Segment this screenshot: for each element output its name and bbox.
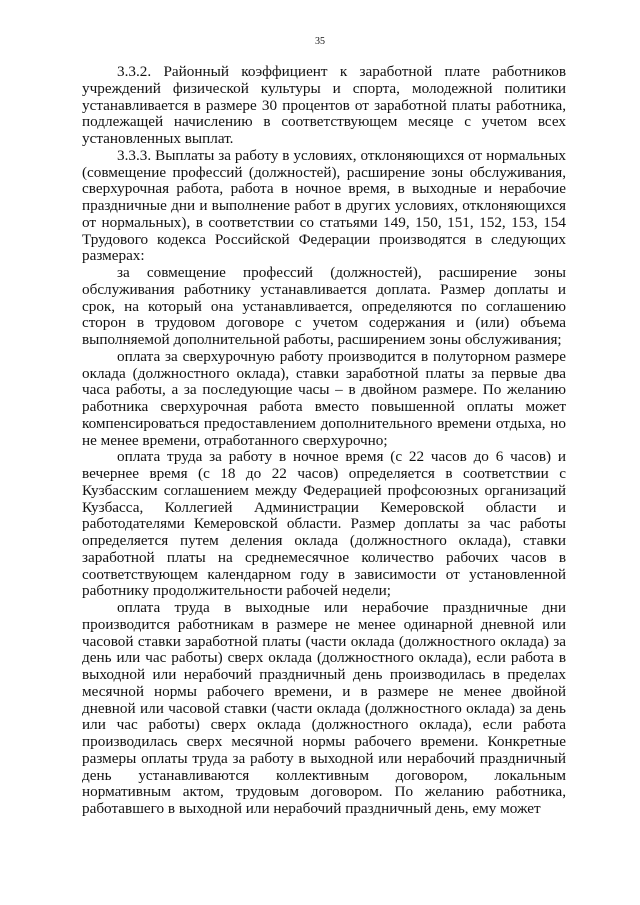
- paragraph-overtime-pay: оплата за сверхурочную работу производится в полуторном размере оклада (должностного оклада), ставки заработной платы за первые два часа работы, а за последующие часы – в двойном размере. По желанию работника сверхурочная работа вместо повышенной оплаты может компенсироваться предоставлением дополнительного времени отдыха, но не менее времени, отработанного сверхурочно;: [82, 347, 566, 449]
- paragraph-night-work-pay: оплата труда за работу в ночное время (с 22 часов до 6 часов) и вечернее время (с 18 до 22 часов) определяется в соответствии с Кузбасским соглашением между Федерацией профсоюзных организаций Кузбасса, Коллегией Администрации Кемеровской области и работодателями Кемеровской области. Размер доплаты за час работы определяется путем деления оклада (должностного оклада), ставки заработной платы на среднемесячное количество рабочих часов в соответствующем календарном году в зависимости от установленной работнику продолжительности рабочей недели;: [82, 448, 566, 600]
- paragraph-3-3-2: 3.3.2. Районный коэффициент к заработной плате работников учреждений физической культуры и спорта, молодежной политики устанавливается в размере 30 процентов от заработной платы работника, подлежащей начислению в соответствующем месяце с учетом всех установленных выплат.: [82, 63, 566, 147]
- paragraph-holiday-work-pay: оплата труда в выходные или нерабочие праздничные дни производится работникам в размере не менее одинарной дневной или часовой ставки заработной платы (части оклада (должностного оклада) за день или час работы) сверх оклада (должностного оклада), если работа в выходной или нерабочий праздничный день производилась в пределах месячной нормы рабочего времени, и в размере не менее двойной дневной или часовой ставки (части оклада (должностного оклада) за день или час работы) сверх оклада (должностного оклада), если работа производилась сверх месячной нормы рабочего времени. Конкретные размеры оплаты труда за работу в выходной или нерабочий праздничный день устанавливаются коллективным договором, локальным нормативным актом, трудовым договором. По желанию работника, работавшего в выходной или нерабочий праздничный день, ему может: [82, 599, 566, 817]
- paragraph-3-3-3: 3.3.3. Выплаты за работу в условиях, отклоняющихся от нормальных (совмещение профессий (должностей), расширение зоны обслуживания, сверхурочная работа, работа в ночное время, в выходные и нерабочие праздничные дни и выполнение работ в других условиях, отклоняющихся от нормальных), в соответствии со статьями 149, 150, 151, 152, 153, 154 Трудового кодекса Российской Федерации производятся в следующих размерах:: [82, 146, 566, 265]
- document-body: [82, 64, 566, 818]
- paragraph-combination-of-professions: за совмещение профессий (должностей), расширение зоны обслуживания работнику устанавливается доплата. Размер доплаты и срок, на который она устанавливается, определяются по соглашению сторон в трудовом договоре с учетом содержания и (или) объема выполняемой дополнительной работы, расширением зоны обслуживания;: [82, 264, 566, 348]
- page-number: 35: [315, 36, 325, 47]
